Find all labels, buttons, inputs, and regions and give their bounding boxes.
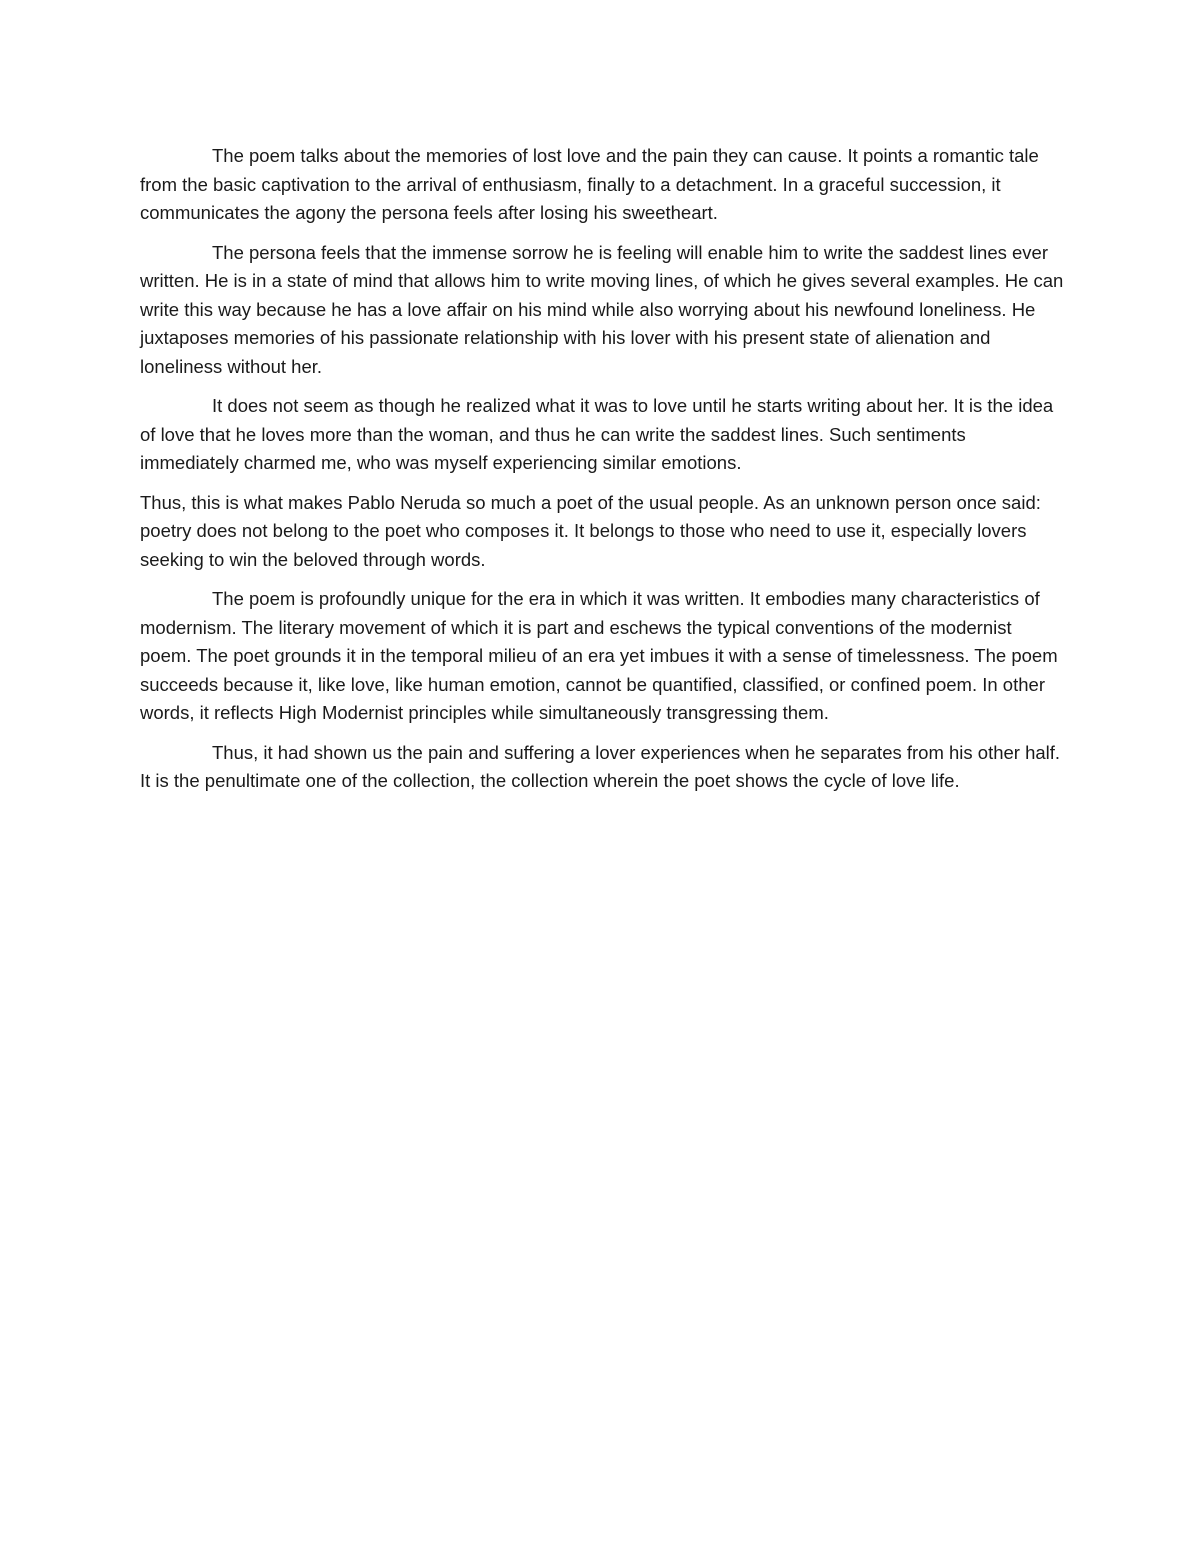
paragraph-2: The persona feels that the immense sorrow he is feeling will enable him to write the saddest lines ever written. He is in a state of mind that allows him to write moving lines, of which he gives several examples. He can write this way because he has a love affair on his mind while also worrying about his newfound loneliness. He juxtaposes memories of his passionate relationship with his lover with his present state of alienation and loneliness without her. [140,241,1064,377]
paragraph-4: Thus, this is what makes Pablo Neruda so much a poet of the usual people. As an unknown person once said: poetry does not belong to the poet who composes it. It belongs to those who need to use it, especially lovers seeking to win the beloved through words. [140,491,1041,570]
paragraph-6: Thus, it had shown us the pain and suffering a lover experiences when he separates from his other half. It is the penultimate one of the collection, the collection wherein the poet shows the cycle of love life. [140,741,1061,791]
document-body [140,142,1065,807]
paragraph-5: The poem is profoundly unique for the era in which it was written. It embodies many characteristics of modernism. The literary movement of which it is part and eschews the typical conventions of the modernist poem. The poet grounds it in the temporal milieu of an era yet imbues it with a sense of timelessness. The poem succeeds because it, like love, like human emotion, cannot be quantified, classified, or confined poem. In other words, it reflects High Modernist principles while simultaneously transgressing them. [140,588,1058,723]
paragraph-1: The poem talks about the memories of lost love and the pain they can cause. It points a romantic tale from the basic captivation to the arrival of enthusiasm, finally to a detachment. In a graceful succession, it communicates the agony the persona feels after losing his sweetheart. [140,145,1039,223]
paragraph-3: It does not seem as though he realized what it was to love until he starts writing about her. It is the idea of love that he loves more than the woman, and thus he can write the saddest lines. Such sentiments immediately charmed me, who was myself experiencing similar emotions. [140,395,1054,473]
